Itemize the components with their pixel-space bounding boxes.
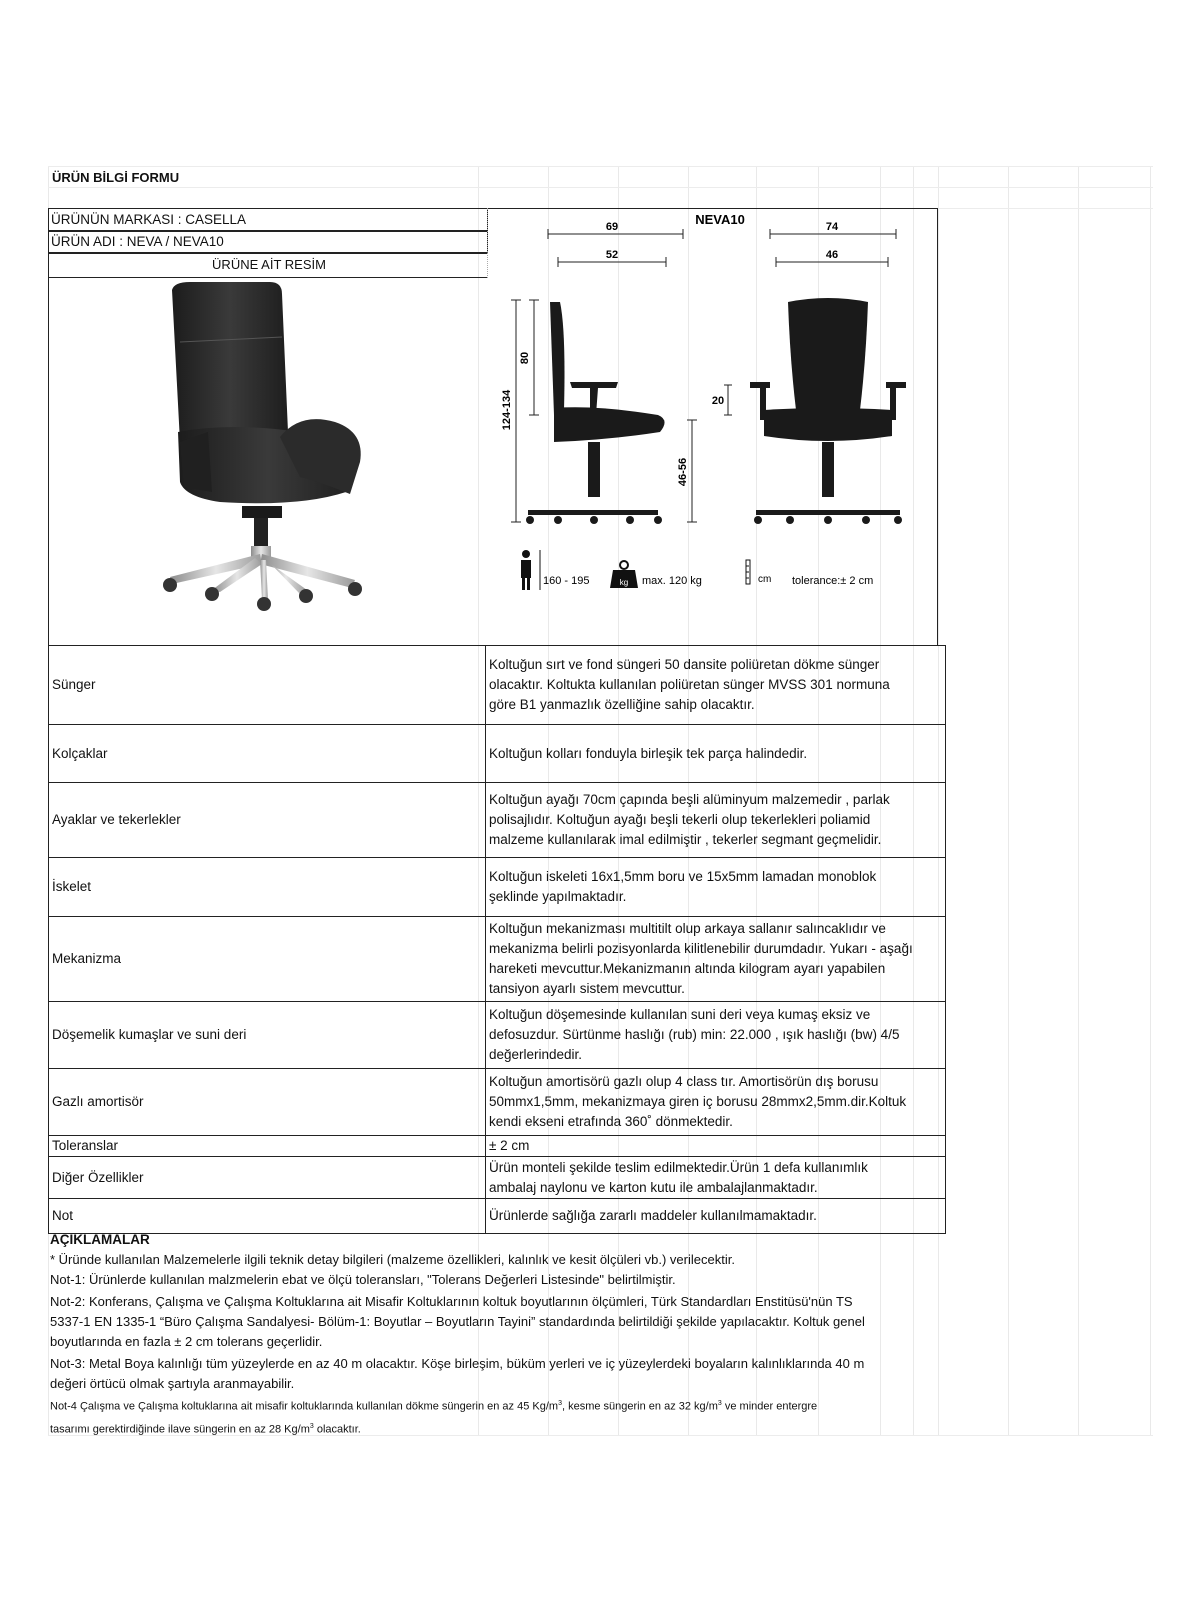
spec-label: Ayaklar ve tekerlekler	[49, 783, 486, 858]
spec-label: Gazlı amortisör	[49, 1069, 486, 1136]
spec-value: Koltuğun iskeleti 16x1,5mm boru ve 15x5mm lamadan monoblok şeklinde yapılmaktadır.	[486, 858, 946, 917]
table-row	[49, 1157, 946, 1199]
spec-label: Kolçaklar	[49, 725, 486, 783]
table-row	[49, 783, 946, 858]
spec-value: Ürünlerde sağlığa zararlı maddeler kullanılmamaktadır.	[486, 1199, 946, 1234]
product-name-text: ÜRÜN ADI : NEVA / NEVA10	[51, 234, 224, 249]
max-weight: max. 120 kg	[642, 575, 702, 587]
spec-label: Not	[49, 1199, 486, 1234]
person-icon	[521, 550, 540, 590]
grid-line	[1150, 166, 1151, 1436]
note-3-end: değeri örtücü olmak şartıyla aranmayabilir.	[50, 1376, 295, 1391]
table-row	[49, 917, 946, 1002]
front-width-outer: 74	[825, 221, 839, 233]
spec-table	[48, 645, 946, 1234]
user-height: 160 - 195	[543, 575, 590, 587]
note-4-end: tasarımı gerektirdiğinde ilave süngerin en az 28 $Kg/m^3$ olacaktır.	[50, 1422, 361, 1436]
image-caption-cell	[48, 252, 488, 278]
spec-label: Döşemelik kumaşlar ve suni deri	[49, 1002, 486, 1069]
seat-height: 46-56	[677, 457, 689, 487]
table-row	[49, 646, 946, 725]
spec-label: Diğer Özellikler	[49, 1157, 486, 1199]
table-row	[49, 858, 946, 917]
spec-value: Koltuğun amortisörü gazlı olup 4 class tır. Amortisörün dış borusu 50mmx1,5mm, mekanizmaya giren iç borusu 28mmx2,5mm.dir.Koltuk kendi ekseni etrafında 360˚ dönmektedir.	[486, 1069, 946, 1136]
spec-value: ± 2 cm	[486, 1136, 946, 1157]
image-caption: ÜRÜNE AİT RESİM	[212, 257, 326, 272]
grid-line	[48, 166, 1153, 167]
notes-section	[50, 1230, 940, 1439]
table-row	[49, 1069, 946, 1136]
spec-value: Koltuğun sırt ve fond süngeri 50 dansite poliüretan dökme sünger olacaktır. Koltukta kullanılan poliüretan sünger MVSS 301 normuna göre B1 yanmazlık özelliğine sahip olacaktır.	[486, 646, 946, 725]
spec-value: Koltuğun mekanizması multitilt olup arkaya sallanır salıncaklıdır ve mekanizma belirli pozisyonlarda kilitlenebilir durumdadır. Yukarı - aşağı hareketi mevcuttur.Mekanizmanın altında kilogram ayarı yapabilen tansiyon ayarlı sistem mevcuttur.	[486, 917, 946, 1002]
side-width-outer: 69	[605, 221, 619, 233]
product-name-cell	[48, 230, 488, 254]
spec-label: Mekanizma	[49, 917, 486, 1002]
grid-line	[48, 187, 1153, 188]
spec-value: Ürün monteli şekilde teslim edilmektedir.Ürün 1 defa kullanımlık ambalaj naylonu ve karton kutu ile ambalajlanmaktadır.	[486, 1157, 946, 1199]
notes-heading: AÇIKLAMALAR	[50, 1232, 150, 1247]
side-width-inner: 52	[605, 249, 619, 261]
note-0: * Üründe kullanılan Malzemelerle ilgili teknik detay bilgileri (malzeme özellikleri, kalınlık ve kesit ölçüleri vb.) verilecektir.	[50, 1252, 735, 1267]
brand-cell	[48, 208, 488, 232]
unit-label: cm	[758, 574, 772, 585]
table-row	[49, 1136, 946, 1157]
grid-line	[1008, 166, 1009, 1436]
note-4: Not-4 Çalışma ve Çalışma koltuklarına ait misafir koltuklarında kullanılan dökme süngerin en az 45 $Kg/m^3$, kesme süngerin en az 32 $kg/m^3$ ve minder entergre	[50, 1400, 818, 1413]
back-height: 80	[519, 351, 531, 365]
table-row	[49, 725, 946, 783]
table-row	[49, 1199, 946, 1234]
note-2-end: boyutlarında en fazla ± 2 cm tolerans geçerlidir.	[50, 1334, 323, 1349]
dimension-diagram	[488, 210, 936, 644]
ruler-icon	[746, 560, 750, 584]
spec-label: İskelet	[49, 858, 486, 917]
chair-photo	[150, 282, 390, 622]
kg-label: kg	[619, 578, 629, 587]
front-width-inner: 46	[825, 249, 839, 261]
spec-label: Sünger	[49, 646, 486, 725]
note-2: Not-2: Konferans, Çalışma ve Çalışma Koltuklarına ait Misafir Koltuklarının koltuk boyutlarının ölçümleri, Türk Standardları Enstitüsü'nün TS	[50, 1294, 853, 1309]
total-height: 124-134	[501, 389, 513, 431]
spec-value: Koltuğun ayağı 70cm çapında beşli alüminyum malzemedir , parlak polisajlıdır. Koltuğun ayağı beşli tekerli olup tekerlekleri poliamid malzeme kullanılarak imal edilmiştir , tekerler segmant geçmelidir.	[486, 783, 946, 858]
arm-height: 20	[711, 395, 725, 407]
spec-value: Koltuğun döşemesinde kullanılan suni deri veya kumaş eksiz ve defosuzdur. Sürtünme haslığı (rub) min: 22.000 , ışık haslığı (bw) 4/5 değerlerindedir.	[486, 1002, 946, 1069]
grid-line	[1078, 166, 1079, 1436]
spec-value: Koltuğun kolları fonduyla birleşik tek parça halindedir.	[486, 725, 946, 783]
form-title: ÜRÜN BİLGİ FORMU	[52, 170, 180, 185]
tolerance-label: tolerance:± 2 cm	[792, 575, 874, 587]
brand-text: ÜRÜNÜN MARKASI : CASELLA	[51, 212, 247, 227]
spec-label: Toleranslar	[49, 1136, 486, 1157]
model-label: NEVA10	[695, 212, 745, 227]
note-1: Not-1: Ürünlerde kullanılan malzmelerin ebat ve ölçü toleransları, "Tolerans Değerleri Listesinde" belirtilmiştir.	[50, 1272, 676, 1287]
note-3: Not-3: Metal Boya kalınlığı tüm yüzeylerde en az 40 m olacaktır. Köşe birleşim, büküm yerleri ve iç yüzeylerdeki boyaların kalınlıklarında 40 m	[50, 1356, 865, 1371]
table-row	[49, 1002, 946, 1069]
note-2-cont: 5337-1 EN 1335-1 “Büro Çalışma Sandalyesi- Bölüm-1: Boyutlar – Boyutların Tayini” standardında belirtildiği şekilde yapılacaktır. Koltuk genel	[50, 1314, 865, 1329]
